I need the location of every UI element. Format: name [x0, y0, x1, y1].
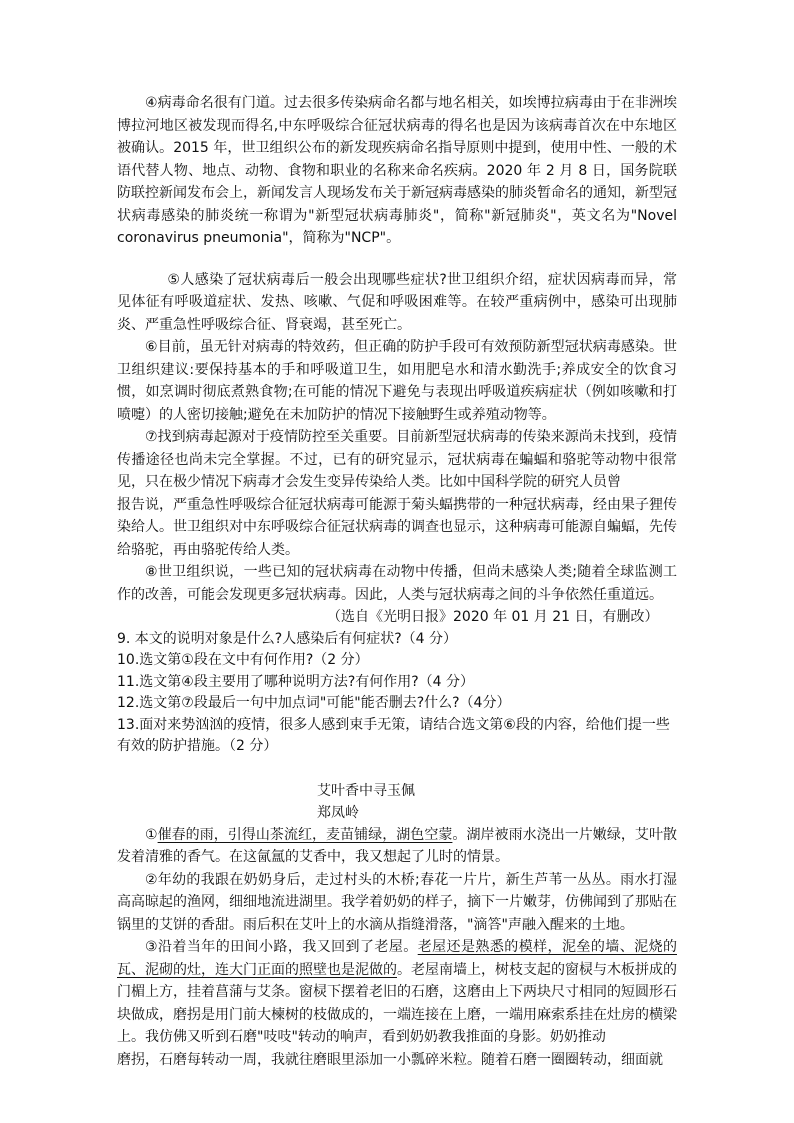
passage1-paragraph-5: ⑤人感染了冠状病毒后一般会出现哪些症状?世卫组织介绍，症状因病毒而异，常见体征有呼吸道症状、发热、咳嗽、气促和呼吸困难等。在较严重病例中，感染可出现肺炎、严重急性呼吸综合征、肾衰竭，甚至死亡。	[117, 271, 677, 333]
passage1-paragraph-6: ⑥目前，虽无针对病毒的特效药，但正确的防护手段可有效预防新型冠状病毒感染。世卫组织建议:要保持基本的手和呼吸道卫生，如用肥皂水和清水勤洗手;养成安全的饮食习惯，如烹调时彻底煮熟食物;在可能的情况下避免与表现出呼吸道疾病症状（例如咳嗽和打喷嚏）的人密切接触;避免在未加防护的情况下接触野生或养殖动物等。	[117, 339, 677, 423]
spacer	[117, 250, 677, 269]
paragraph-text: 。老屋南墙上，树枝支起的窗棂与木板拼成的门楣上方，挂着菖蒲与艾条。窗棂下摆着老旧的石磨，这磨由上下两块尺寸相同的短圆形石块做成，磨拐是用门前大楝树的枝做成的，一端连接在上磨，一端用麻索系挂在灶房的横梁上。我仿佛又听到石磨"吱吱"转动的响声，看到奶奶教我推面的身影。奶奶推动	[117, 961, 677, 1045]
spacer	[117, 758, 677, 780]
question-11: 11.选文第④段主要用了哪种说明方法?有何作用?（4 分）	[117, 673, 475, 690]
underlined-sentence: 催春的雨，引得山茶流红，麦苗铺绿，湖色空蒙	[157, 826, 453, 843]
question-13: 13.面对来势汹汹的疫情，很多人感到束手无策，请结合选文第⑥段的内容，给他们提一些有效的防护措施。（2 分）	[117, 716, 670, 754]
passage2-paragraph-3	[117, 936, 677, 1049]
passage2-paragraph-2: ②年幼的我跟在奶奶身后，走过村头的木桥;春花一片片，新生芦苇一丛丛。雨水打湿高高晾起的渔网，细细地流进湖里。我学着奶奶的样子，摘下一片嫩芽，仿佛闻到了那贴在锅里的艾饼的香甜。雨后积在艾叶上的水滴从指缝滑落，"滴答"声融入醒来的土地。	[117, 871, 677, 933]
paragraph-number: ①	[145, 826, 158, 843]
passage2-paragraph-1	[117, 824, 677, 869]
paragraph-text: 。湖岸被雨水浇出一片嫩绿，艾叶散发着清雅的香气。在这氤氲的艾香中，我又想起了儿时的情景。	[117, 826, 678, 865]
passage1-paragraph-8: ⑧世卫组织说，一些已知的冠状病毒在动物中传播，但尚未感染人类;随着全球监测工作的改善，可能会发现更多冠状病毒。因此，人类与冠状病毒之间的斗争依然任重道远。	[117, 564, 677, 603]
passage1-paragraph-7b: 报告说，严重急性呼吸综合征冠状病毒可能源于菊头蝠携带的一种冠状病毒，经由果子狸传染给人。世卫组织对中东呼吸综合征冠状病毒的调查也显示，这种病毒可能源自蝙蝠，先传给骆驼，再由骆驼传给人类。	[117, 496, 677, 558]
question-10: 10.选文第①段在文中有何作用?（2 分）	[117, 652, 369, 668]
passage2-paragraph-3-continued: 磨拐，石磨每转动一周，我就往磨眼里添加一小瓢碎米粒。随着石磨一圈圈转动，细面就	[117, 1051, 663, 1068]
question-12: 12.选文第⑦段最后一句中加点词"可能"能否删去?什么?（4分）	[117, 695, 511, 711]
document-page	[117, 92, 677, 1071]
paragraph-text: ③沿着当年的田间小路，我又回到了老屋。	[145, 939, 418, 955]
article-author: 郑凤岭	[317, 804, 359, 821]
passage1-paragraph-7a: ⑦找到病毒起源对于疫情防控至关重要。目前新型冠状病毒的传染来源尚未找到，疫情传播途径也尚未完全掌握。不过，已有的研究显示，冠状病毒在蝙蝠和骆驼等动物中很常见，只在极少情况下病毒才会发生变异传染给人类。比如中国科学院的研究人员曾	[117, 429, 677, 490]
article-title: 艾叶香中寻玉佩	[317, 782, 415, 799]
passage1-source: （选自《光明日报》2020 年 01 月 21 日，有删改）	[327, 609, 659, 625]
question-9: 9. 本文的说明对象是什么?人感染后有何症状?（4 分）	[117, 630, 458, 647]
underlined-sentence: 老屋还是熟悉的模样，泥垒的墙、泥烧的瓦、泥砌的灶，连大门正面的照壁也是泥做的	[117, 939, 677, 978]
passage1-paragraph-4: ④病毒命名很有门道。过去很多传染病命名都与地名相关，如埃博拉病毒由于在非洲埃博拉河地区被发现而得名,中东呼吸综合征冠状病毒的得名也是因为该病毒首次在中东地区被确认。2015 年，世卫组织公布的新发现疾病命名指导原则中提到，使用中性、一般的术语代替人物、地点、动物、食物和职业的名称来命名疾病。2020 年 2 月 8 日，国务院联防联控新闻发布会上，新闻发言人现场发布关于新冠病毒感染的肺炎暂命名的通知，新型冠状病毒感染的肺炎统一称谓为"新型冠状病毒肺炎"，简称"新冠肺炎"，英文名为"Novel coronavirus pneumonia"，简称为"NCP"。	[117, 95, 677, 246]
